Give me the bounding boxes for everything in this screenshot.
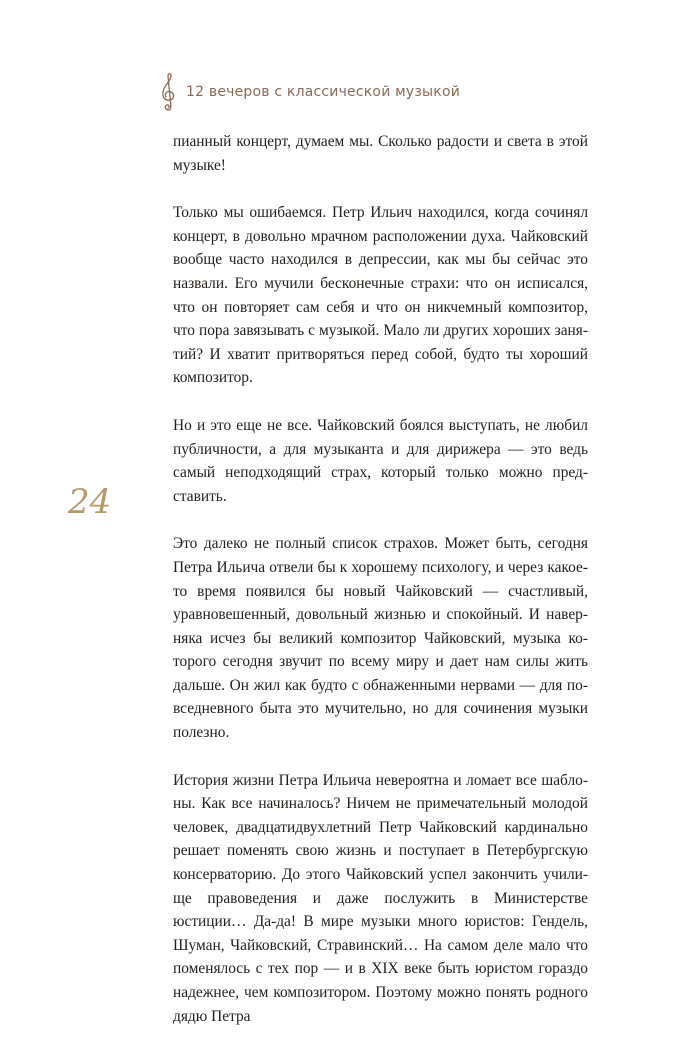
paragraph: Это далеко не полный список страхов. Может быть, сегодня Петра Ильича отвели бы к хорошему психологу, и через какое-то время появился бы новый Чайковский — счастливый, уравновешенный, довольный жизнью и спокойный. И наверняка исчез бы великий композитор Чайковский, музыка которого сегодня звучит по всему миру и дает нам силы жить дальше. Он жил как будто с обнаженными нервами — для повседневного быта это мучительно, но для сочинения музыки полезно. — [173, 535, 588, 742]
book-title: 12 вечеров с классической музыкой — [186, 84, 461, 100]
paragraph: Но и это еще не все. Чайковский боялся выступать, не любил публичности, а для музыканта и для дирижера — это ведь самый неподходящий страх, который только можно представить. — [173, 416, 588, 505]
treble-clef-icon — [158, 72, 180, 112]
body-text — [173, 130, 588, 1052]
paragraph: пианный концерт, думаем мы. Сколько радости и света в этой музыке! — [173, 133, 588, 174]
paragraph: Только мы ошибаемся. Петр Ильич находился, когда сочинял концерт, в довольно мрачном расположении духа. Чайковский вообще часто находился в депрессии, как мы бы сейчас это назвали. Его мучили бесконечные страхи: что он исписался, что он повторяет сам себя и что он никчемный композитор, что пора завязывать с музыкой. Мало ли других хороших занятий? И хватит притворяться перед собой, будто ты хороший композитор. — [173, 204, 588, 387]
running-header — [158, 72, 460, 112]
page-number: 24 — [68, 482, 112, 522]
paragraph: История жизни Петра Ильича невероятна и ломает все шаблоны. Как все начиналось? Ничем не примечательный молодой человек, двадцатидвухлетний Петр Чайковский кардинально решает поменять свою жизнь и поступает в Петербургскую консерваторию. До этого Чайковский успел закончить училище правоведения и даже послужить в Министерстве юстиции… Да-да! В мире музыки много юристов: Гендель, Шуман, Чайковский, Стравинский… На самом деле мало что поменялось с тех пор — и в XIX веке быть юристом гораздо надежнее, чем композитором. Поэтому можно понять родного дядю Петра — [173, 771, 588, 1025]
